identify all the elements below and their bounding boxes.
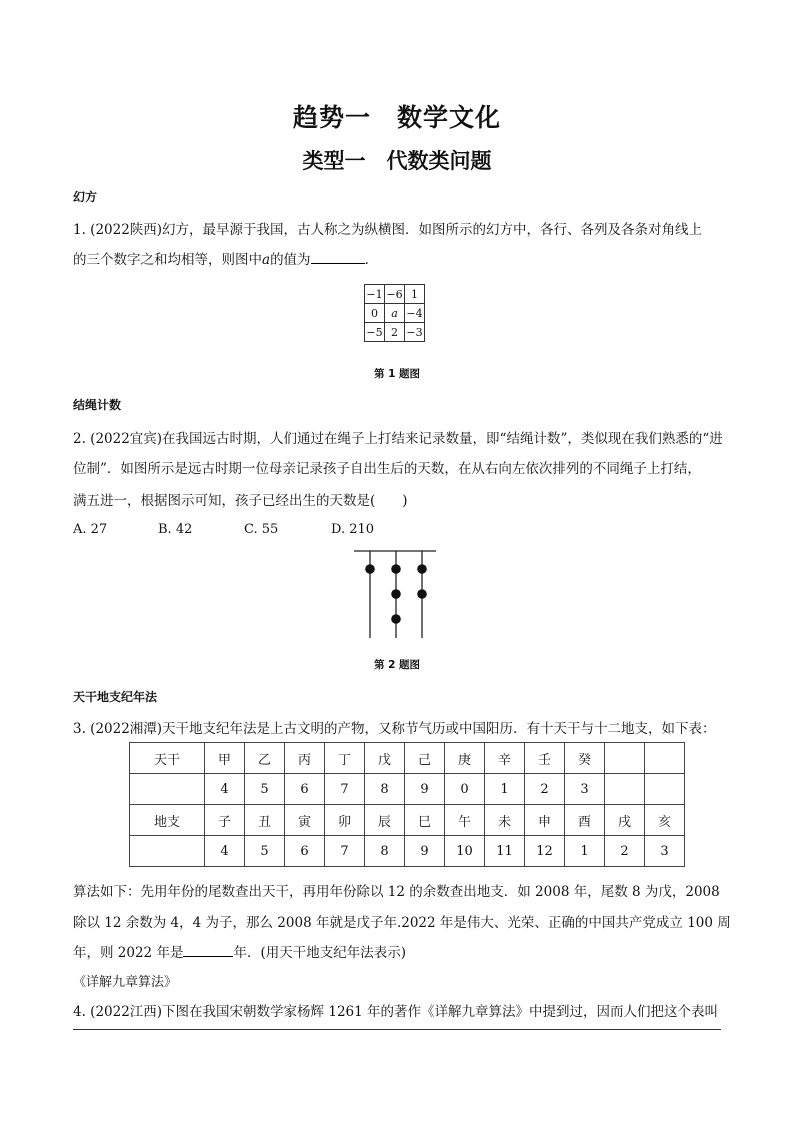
table-cell: 甲 xyxy=(205,743,245,774)
table-row xyxy=(130,743,685,774)
q1-line2 xyxy=(73,248,378,268)
grid-cell: −6 xyxy=(385,285,405,304)
table-cell: 寅 xyxy=(285,805,325,836)
table-cell: 丁 xyxy=(325,743,365,774)
q3-answer-blank xyxy=(183,944,233,957)
table-cell: 8 xyxy=(365,774,405,805)
option-d: D. 210 xyxy=(331,522,375,537)
section-heading-ganzhi: 天干地支纪年法 xyxy=(73,690,158,704)
q3-para3 xyxy=(73,941,406,961)
q3-para3-text-b: 年．(用天干地支纪年法表示) xyxy=(233,945,406,961)
grid-cell: 1 xyxy=(405,285,425,304)
table-cell: 乙 xyxy=(245,743,285,774)
option-a: A. 27 xyxy=(73,522,108,537)
table-cell: 4 xyxy=(205,836,245,867)
table-cell: 9 xyxy=(405,774,445,805)
page-title: 趋势一 数学文化 xyxy=(292,103,501,132)
table-cell: 10 xyxy=(445,836,485,867)
section-heading-knot-counting: 结绳计数 xyxy=(73,398,122,412)
section-heading-yanghui: 《详解九章算法》 xyxy=(73,975,178,990)
knot-rope-figure xyxy=(350,545,450,645)
table-cell: 巳 xyxy=(405,805,445,836)
table-cell: 12 xyxy=(525,836,565,867)
table-cell: 3 xyxy=(645,836,685,867)
grid-cell: −1 xyxy=(365,285,385,304)
table-row-header xyxy=(130,836,205,867)
table-cell: 未 xyxy=(485,805,525,836)
q3-para3-text-a: 年，则 2022 年是 xyxy=(73,945,184,961)
q1-line2-text-b: 的值为 xyxy=(270,252,311,268)
q3-para1: 算法如下：先用年份的尾数查出天干，再用年份除以 12 的余数查出地支．如 2008 年，尾数 8 为戊，2008 xyxy=(73,884,720,900)
page-divider xyxy=(73,1029,721,1030)
q2-line2: 位制”．如图所示是远古时期一位母亲记录孩子自出生后的天数，在从右向左依次排列的不同绳子上打结， xyxy=(73,461,701,477)
magic-square-grid xyxy=(364,284,425,342)
table-cell: 6 xyxy=(285,774,325,805)
table-cell: 己 xyxy=(405,743,445,774)
table-row xyxy=(130,836,685,867)
q1-variable: a xyxy=(262,252,271,268)
knot-dot xyxy=(417,564,427,574)
knot-dot xyxy=(391,614,401,624)
table-cell: 2 xyxy=(605,836,645,867)
table-row xyxy=(130,774,685,805)
table-cell: 丙 xyxy=(285,743,325,774)
q3-line1: 3. (2022湘潭)天干地支纪年法是上古文明的产物，又称节气历或中国阳历．有十天干与十二地支，如下表： xyxy=(73,721,716,737)
q1-line2-text-c: ． xyxy=(364,252,379,268)
table-cell xyxy=(605,774,645,805)
table-cell: 1 xyxy=(565,836,605,867)
knot-dot xyxy=(365,564,375,574)
table-cell: 11 xyxy=(485,836,525,867)
table-cell: 辛 xyxy=(485,743,525,774)
table-cell: 辰 xyxy=(365,805,405,836)
grid-cell: 2 xyxy=(385,323,405,342)
figure-caption-2: 第 2 题图 xyxy=(373,659,421,671)
table-cell: 3 xyxy=(565,774,605,805)
q3-para2: 除以 12 余数为 4，4 为子，那么 2008 年就是戊子年.2022 年是伟大、光荣、正确的中国共产党成立 100 周 xyxy=(73,915,731,931)
table-cell: 酉 xyxy=(565,805,605,836)
option-c: C. 55 xyxy=(244,522,279,537)
knot-dot xyxy=(391,589,401,599)
table-cell: 8 xyxy=(365,836,405,867)
table-cell: 7 xyxy=(325,774,365,805)
q2-line1: 2. (2022宜宾)在我国远古时期，人们通过在绳子上打结来记录数量，即“结绳计数”，类似现在我们熟悉的“进 xyxy=(73,431,723,447)
grid-cell: 0 xyxy=(365,304,385,323)
table-cell: 0 xyxy=(445,774,485,805)
table-row xyxy=(130,805,685,836)
table-cell: 戌 xyxy=(605,805,645,836)
q1-answer-blank xyxy=(311,251,365,264)
table-row-header: 天干 xyxy=(130,743,205,774)
table-row-header xyxy=(130,774,205,805)
table-cell xyxy=(605,743,645,774)
table-cell xyxy=(645,743,685,774)
table-cell: 6 xyxy=(285,836,325,867)
grid-cell: −4 xyxy=(405,304,425,323)
table-cell: 戊 xyxy=(365,743,405,774)
page-subtitle: 类型一 代数类问题 xyxy=(302,149,492,173)
table-row-header: 地支 xyxy=(130,805,205,836)
table-cell: 9 xyxy=(405,836,445,867)
table-cell: 4 xyxy=(205,774,245,805)
option-b: B. 42 xyxy=(158,522,193,537)
section-heading-magic-square: 幻方 xyxy=(73,190,98,204)
q2-line3: 满五进一，根据图示可知，孩子已经出生的天数是( ) xyxy=(73,493,408,509)
grid-cell: −3 xyxy=(405,323,425,342)
table-cell: 5 xyxy=(245,774,285,805)
table-cell: 癸 xyxy=(565,743,605,774)
table-cell: 7 xyxy=(325,836,365,867)
table-cell: 申 xyxy=(525,805,565,836)
knot-dot xyxy=(391,564,401,574)
table-cell: 壬 xyxy=(525,743,565,774)
table-cell: 卯 xyxy=(325,805,365,836)
q1-line2-text-a: 的三个数字之和均相等，则图中 xyxy=(73,252,262,268)
table-cell: 5 xyxy=(245,836,285,867)
grid-cell: a xyxy=(385,304,405,323)
table-cell xyxy=(645,774,685,805)
table-cell: 午 xyxy=(445,805,485,836)
table-cell: 丑 xyxy=(245,805,285,836)
knot-dot xyxy=(417,589,427,599)
ganzhi-table xyxy=(129,742,685,867)
table-cell: 庚 xyxy=(445,743,485,774)
table-cell: 1 xyxy=(485,774,525,805)
table-cell: 亥 xyxy=(645,805,685,836)
q1-line1: 1. (2022陕西)幻方，最早源于我国，古人称之为纵横图．如图所示的幻方中，各行、各列及各条对角线上 xyxy=(73,222,703,238)
figure-caption-1: 第 1 题图 xyxy=(373,368,421,380)
grid-cell: −5 xyxy=(365,323,385,342)
q4-line1: 4. (2022江西)下图在我国宋朝数学家杨辉 1261 年的著作《详解九章算法》中提到过，因而人们把这个表叫 xyxy=(73,1004,718,1020)
table-cell: 2 xyxy=(525,774,565,805)
table-cell: 子 xyxy=(205,805,245,836)
